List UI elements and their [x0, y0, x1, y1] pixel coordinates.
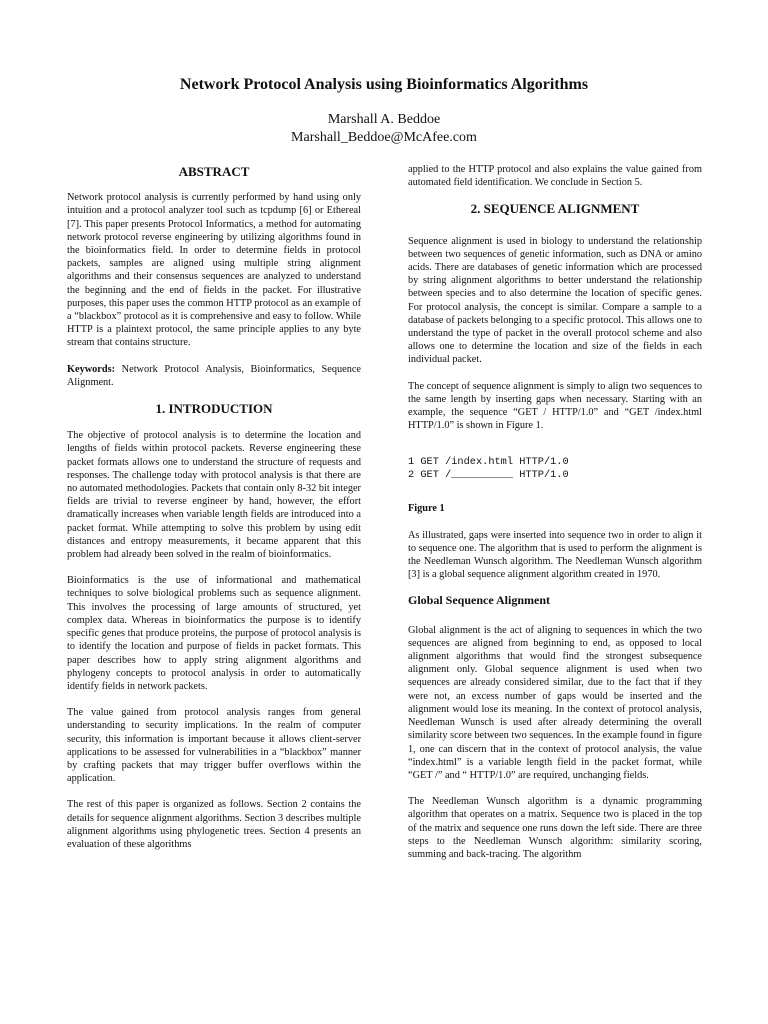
- author-name: Marshall A. Beddoe: [327, 112, 441, 127]
- intro-paragraph-1: The objective of protocol analysis is to determine the location and lengths of fields within protocol packets. Reverse engineering these packet formats allows one to understand the structure of requests and responses. The challenge today with protocol analysis is that there are no automated methodologies. Packets that contain only 8-32 bit integer fields are trivial to reverse engineer by hand, however, the effort dramatically increases when variable length fields are introduced into a packet format. While attempting to solve this problem by using edit distances and entropy measurements, it became apparent that this problem had already been solved in the realm of bioinformatics.: [67, 430, 361, 561]
- sequence-alignment-heading: 2. SEQUENCE ALIGNMENT: [470, 201, 640, 217]
- intro-paragraph-4: The rest of this paper is organized as follows. Section 2 contains the details for sequence alignment algorithms. Section 3 describes multiple alignment algorithms using phylogenetic trees. Section 4 presents an evaluation of these algorithms: [67, 799, 361, 850]
- continuation-text: applied to the HTTP protocol and also explains the value gained from automated field identification. We conclude in Section 5.: [408, 164, 702, 189]
- global-alignment-heading: Global Sequence Alignment: [408, 593, 551, 608]
- keywords-label: Keywords:: [67, 363, 116, 375]
- author-email: Marshall_Beddoe@McAfee.com: [291, 130, 477, 145]
- abstract-text: Network protocol analysis is currently performed by hand using only intuition and a protocol analyzer tool such as tcpdump [6] or Ethereal [7]. This paper presents Protocol Informatics, a method for automating network protocol reverse engineering by utilizing algorithms found in the bioinformatics field. In order to determine fields in protocol packets, samples are aligned using multiple string alignment algorithms and their consensus sequences are analyzed to understand the beginning and the end of fields in the packet. For illustrative purposes, this paper uses the common HTTP protocol as an example of a “blackbox” protocol as it is comprehensive and easy to follow. While HTTP is a plaintext protocol, the same principle applies to any byte stream that contains structure.: [67, 192, 361, 349]
- paper-title: Network Protocol Analysis using Bioinformatics Algorithms: [179, 76, 589, 93]
- left-column: [67, 160, 361, 864]
- code-line-2: 2 GET /__________ HTTP/1.0: [408, 469, 569, 482]
- figure-1-label: Figure 1: [408, 503, 445, 515]
- right-column: [408, 163, 702, 874]
- intro-paragraph-3: The value gained from protocol analysis ranges from general understanding to security implications. In the realm of computer security, this information is important because it allows client-server applications to be assessed for vulnerabilities in a “blackbox” manner by crafting packets that may trigger buffer overflows within the application.: [67, 707, 361, 785]
- intro-paragraph-2: Bioinformatics is the use of informational and mathematical techniques to solve biological problems such as sequence alignment. This involves the processing of large amounts of structured, yet complex data. Whereas in bioinformatics the purpose is to identify specific genes that produce proteins, the purpose of protocol analysis is to identify the location and purpose of fields in packet formats. This paper describes how to apply string alignment algorithms and phylogeny concepts to protocol analysis in order to automatically identify fields in network packets.: [67, 575, 361, 692]
- introduction-heading: 1. INTRODUCTION: [155, 401, 273, 417]
- abstract-heading: ABSTRACT: [178, 164, 250, 179]
- sequence-paragraph-3: As illustrated, gaps were inserted into sequence two in order to align it to sequence one. The algorithm that is used to perform the alignment is the Needleman Wunsch algorithm. The Needleman Wunsch algorithm [3] is a global sequence alignment algorithm created in 1970.: [408, 529, 702, 581]
- figure-1-code: [408, 456, 702, 482]
- global-alignment-paragraph-2: The Needleman Wunsch algorithm is a dynamic programming algorithm that operates on a matrix. Sequence two is placed in the top of the matrix and sequence one runs down the left side. There are three steps to the Needleman Wunsch algorithm: similarity scoring, summing and back-tracing. The algorithm: [408, 796, 702, 860]
- keywords: [67, 363, 361, 389]
- sequence-paragraph-2: The concept of sequence alignment is simply to align two sequences to the same length by inserting gaps when necessary. Starting with an example, the sequence “GET / HTTP/1.0” and “GET /index.html HTTP/1.0” is shown in Figure 1.: [408, 380, 702, 432]
- sequence-paragraph-1: Sequence alignment is used in biology to understand the relationship between two sequences of genetic information, such as DNA or amino acids. There are databases of genetic information which are processed by string alignment algorithms to better understand the relationship between species and to also determine the location of specific genes. For protocol analysis, the concept is similar. Compare a sample to a database of packets belonging to a specific protocol. This allows one to understand the type of packet in the overall protocol scheme and also allows one to determine the location and size of the fields in each individual packet.: [408, 235, 702, 366]
- code-line-1: 1 GET /index.html HTTP/1.0: [408, 456, 569, 469]
- keywords-text: Network Protocol Analysis, Bioinformatics, Sequence Alignment.: [67, 363, 361, 388]
- global-alignment-paragraph-1: Global alignment is the act of aligning to sequences in which the two sequences are aligned from beginning to end, as opposed to local alignment algorithms that would find the strongest subsequence alignment only. Global sequence alignment is used when two sequences are already considered similar, due to the fact that if they were not, an excess number of gaps would be inserted and the alignment would lose its meaning. In the context of protocol analysis, Needleman Wunsch is used after already determining the overall similarity score between two sequences. In the example found in figure 1, one can discern that in the context of protocol analysis, the value “index.html” is a variable length field in the packet format, while “GET /” and “ HTTP/1.0” are required, unchanging fields.: [408, 624, 702, 781]
